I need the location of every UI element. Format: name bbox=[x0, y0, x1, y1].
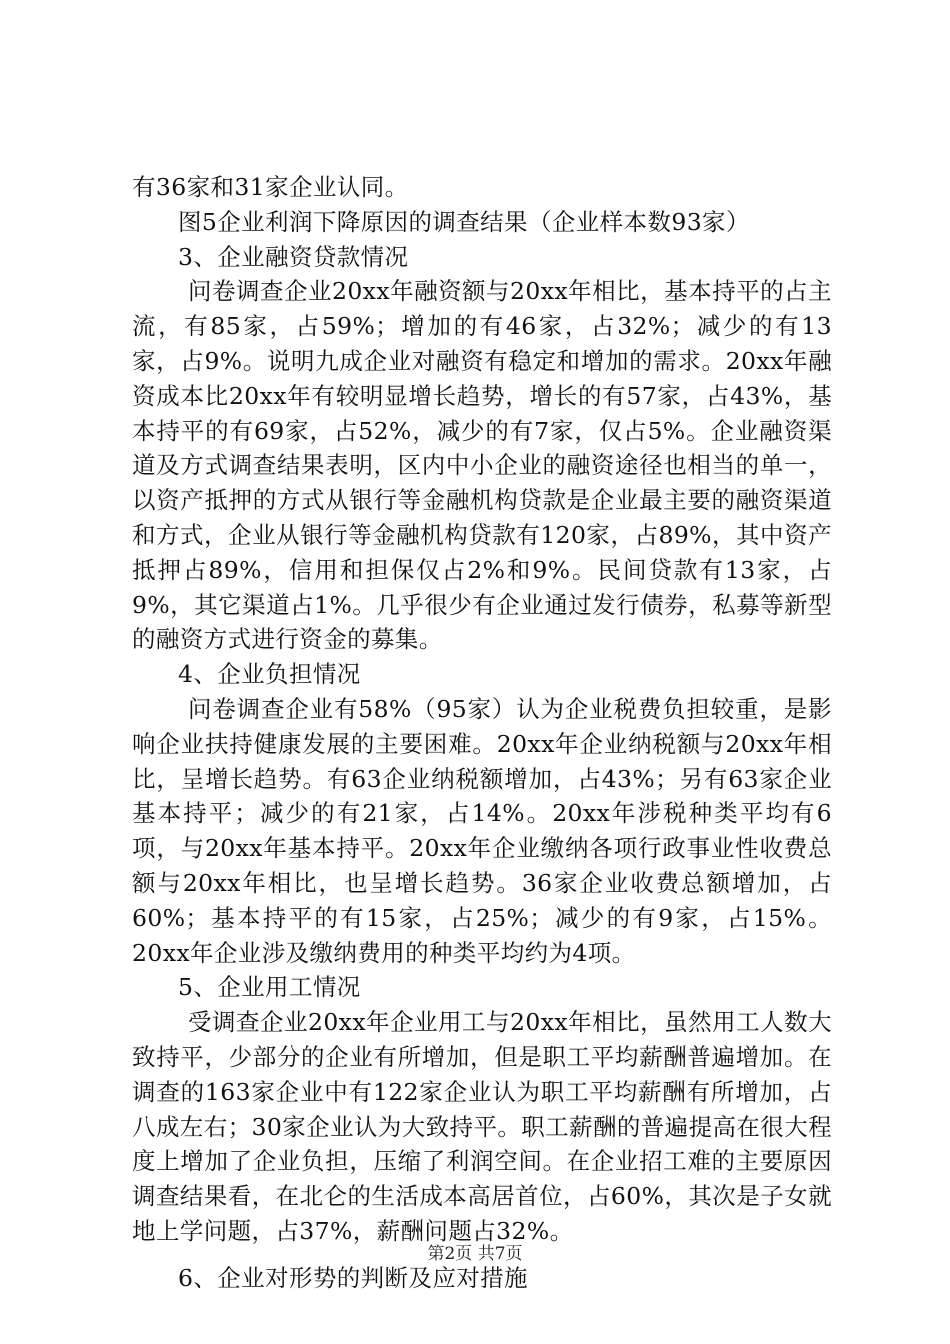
paragraph-financing: 问卷调查企业20xx年融资额与20xx年相比，基本持平的占主流，有85家，占59%；增加的有46家，占32%；减少的有13家，占9%。说明九成企业对融资有稳定和增加的需求。20xx年融资成本比20xx年有较明显增长趋势，增长的有57家，占43%，基本持平的有69家，占52%，减少的有7家，仅占5%。企业融资渠道及方式调查结果表明，区内中小企业的融资途径也相当的单一，以资产抵押的方式从银行等金融机构贷款是企业最主要的融资渠道和方式，企业从银行等金融机构贷款有120家，占89%，其中资产抵押占89%，信用和担保仅占2%和9%。民间贷款有13家，占9%，其它渠道占1%。几乎很少有企业通过发行债券，私募等新型的融资方式进行资金的募集。 bbox=[132, 277, 832, 654]
paragraph-continuation: 有36家和31家企业认同。 bbox=[132, 173, 409, 201]
paragraph-employment: 受调查企业20xx年企业用工与20xx年相比，虽然用工人数大致持平，少部分的企业有所增加，但是职工平均薪酬普遍增加。在调查的163家企业中有122家企业认为职工平均薪酬有所增加，占八成左右；30家企业认为大致持平。职工薪酬的普遍提高在很大程度上增加了企业负担，压缩了利润空间。在企业招工难的主要原因调查结果看，在北仑的生活成本高居首位，占60%，其次是子女就地上学问题，占37%，薪酬问题占32%。 bbox=[132, 1008, 832, 1245]
document-body bbox=[132, 170, 832, 1296]
section-heading-employment: 5、企业用工情况 bbox=[178, 973, 361, 1002]
figure-caption: 图5企业利润下降原因的调查结果（企业样本数93家） bbox=[178, 207, 750, 236]
paragraph-burden: 问卷调查企业有58%（95家）认为企业税费负担较重，是影响企业扶持健康发展的主要困难。20xx年企业纳税额与20xx年相比，呈增长趋势。有63企业纳税额增加，占43%；另有63家企业基本持平；减少的有21家，占14%。20xx年涉税种类平均有6项，与20xx年基本持平。20xx年企业缴纳各项行政事业性收费总额与20xx年相比，也呈增长趋势。36家企业收费总额增加，占60%；基本持平的有15家，占25%；减少的有9家，占15%。20xx年企业涉及缴纳费用的种类平均约为4项。 bbox=[132, 694, 832, 967]
section-heading-outlook: 6、企业对形势的判断及应对措施 bbox=[178, 1263, 528, 1292]
page-number-footer: 第2页 共7页 bbox=[427, 1244, 523, 1264]
section-heading-financing: 3、企业融资贷款情况 bbox=[178, 242, 409, 271]
section-heading-burden: 4、企业负担情况 bbox=[178, 660, 361, 689]
